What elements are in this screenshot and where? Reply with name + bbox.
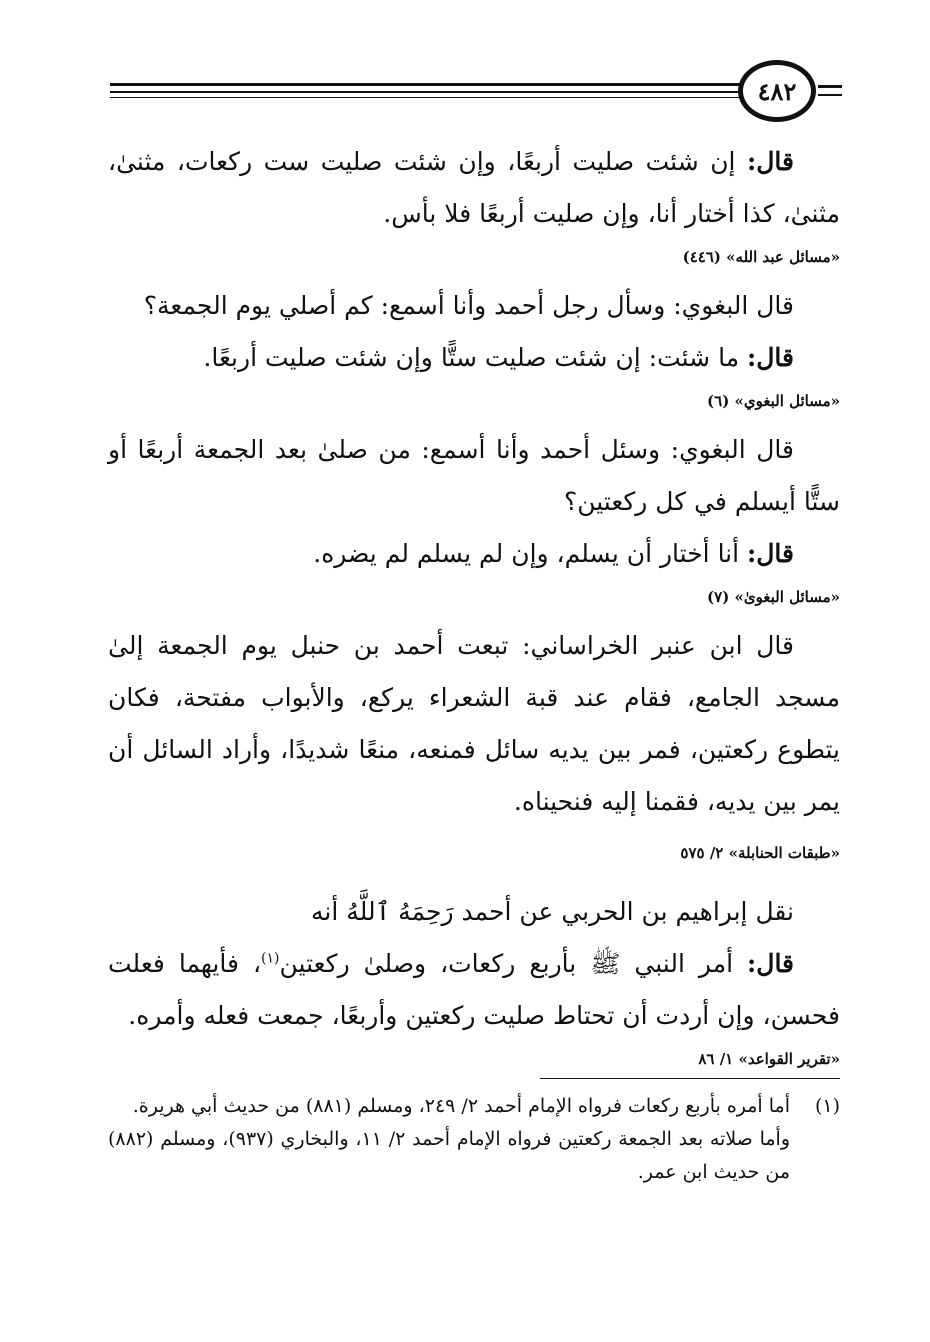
paragraph bbox=[108, 938, 840, 1042]
header-rule bbox=[110, 83, 742, 86]
paragraph bbox=[108, 528, 840, 580]
paragraph: قال ابن عنبر الخراساني: تبعت أحمد بن حنبل يوم الجمعة إلىٰ مسجد الجامع، فقام عند قبة الشعراء يركع، والأبواب مفتحة، فكان يتطوع ركعتين، فمر بين يديه سائل فمنعه، منعًا شديدًا، وأراد السائل أن يمر بين يديه، فقمنا إليه فنحيناه. bbox=[108, 631, 840, 816]
source-citation: «طبقات الحنابلة» ٢/ ٥٧٥ bbox=[680, 844, 840, 862]
paragraph: قال البغوي: وسئل أحمد وأنا أسمع: من صلىٰ بعد الجمعة أربعًا أو ستًّا أيسلم في كل ركعتين؟ bbox=[108, 435, 840, 516]
paragraph-lead: قال: bbox=[747, 539, 794, 568]
source-citation: «مسائل البغوي» (٦) bbox=[707, 392, 840, 410]
paragraph-lead: قال: bbox=[747, 147, 794, 176]
header-rule bbox=[110, 97, 742, 98]
footnote-reference[interactable]: (١) bbox=[261, 950, 280, 967]
page-number: ٤٨٢ bbox=[738, 60, 816, 122]
header-rule bbox=[818, 85, 842, 88]
source-citation: «تقرير القواعد» ١/ ٨٦ bbox=[698, 1050, 840, 1068]
paragraph-lead: قال: bbox=[747, 949, 795, 978]
paragraph-lead: قال: bbox=[747, 343, 794, 372]
paragraph bbox=[108, 136, 840, 240]
main-text bbox=[108, 136, 840, 1082]
page-header bbox=[110, 58, 842, 128]
paragraph: قال البغوي: وسأل رجل أحمد وأنا أسمع: كم أصلي يوم الجمعة؟ bbox=[143, 291, 794, 320]
footnote-text: أما أمره بأربع ركعات فرواه الإمام أحمد ٢/ ٢٤٩، ومسلم (٨٨١) من حديث أبي هريرة. bbox=[132, 1095, 790, 1117]
footnote-mark: (١) bbox=[814, 1095, 840, 1117]
footnote-separator bbox=[540, 1078, 840, 1079]
paragraph: نقل إبراهيم بن الحربي عن أحمد رَحِمَهُ ٱللَّهُ أنه bbox=[311, 897, 794, 926]
paragraph bbox=[108, 332, 840, 384]
footnote bbox=[108, 1090, 840, 1123]
paragraph-text: ما شئت: إن شئت صليت ستًّا وإن شئت صليت أربعًا. bbox=[203, 343, 748, 372]
footnote-text: وأما صلاته بعد الجمعة ركعتين فرواه الإمام أحمد ٢/ ١١، والبخاري (٩٣٧)، ومسلم (٨٨٢) من حديث ابن عمر. bbox=[108, 1128, 790, 1183]
header-rule bbox=[818, 94, 842, 96]
paragraph-text: ، فأيهما فعلت فحسن، وإن أردت أن تحتاط صليت ركعتين وأربعًا، جمعت فعله وأمره. bbox=[108, 949, 840, 1030]
paragraph-text: أمر النبي ﷺ بأربع ركعات، وصلىٰ ركعتين bbox=[279, 949, 748, 978]
header-rule bbox=[110, 91, 742, 93]
source-citation: «مسائل البغوىٰ» (٧) bbox=[707, 588, 840, 606]
footnotes bbox=[108, 1090, 840, 1189]
footnote bbox=[108, 1123, 840, 1189]
source-citation: «مسائل عبد الله» (٤٤٦) bbox=[682, 248, 840, 266]
paragraph-text: أنا أختار أن يسلم، وإن لم يسلم لم يضره. bbox=[313, 539, 748, 568]
paragraph-text: إن شئت صليت أربعًا، وإن شئت صليت ست ركعات، مثنىٰ، مثنىٰ، كذا أختار أنا، وإن صليت أربعًا فلا بأس. bbox=[108, 147, 840, 228]
